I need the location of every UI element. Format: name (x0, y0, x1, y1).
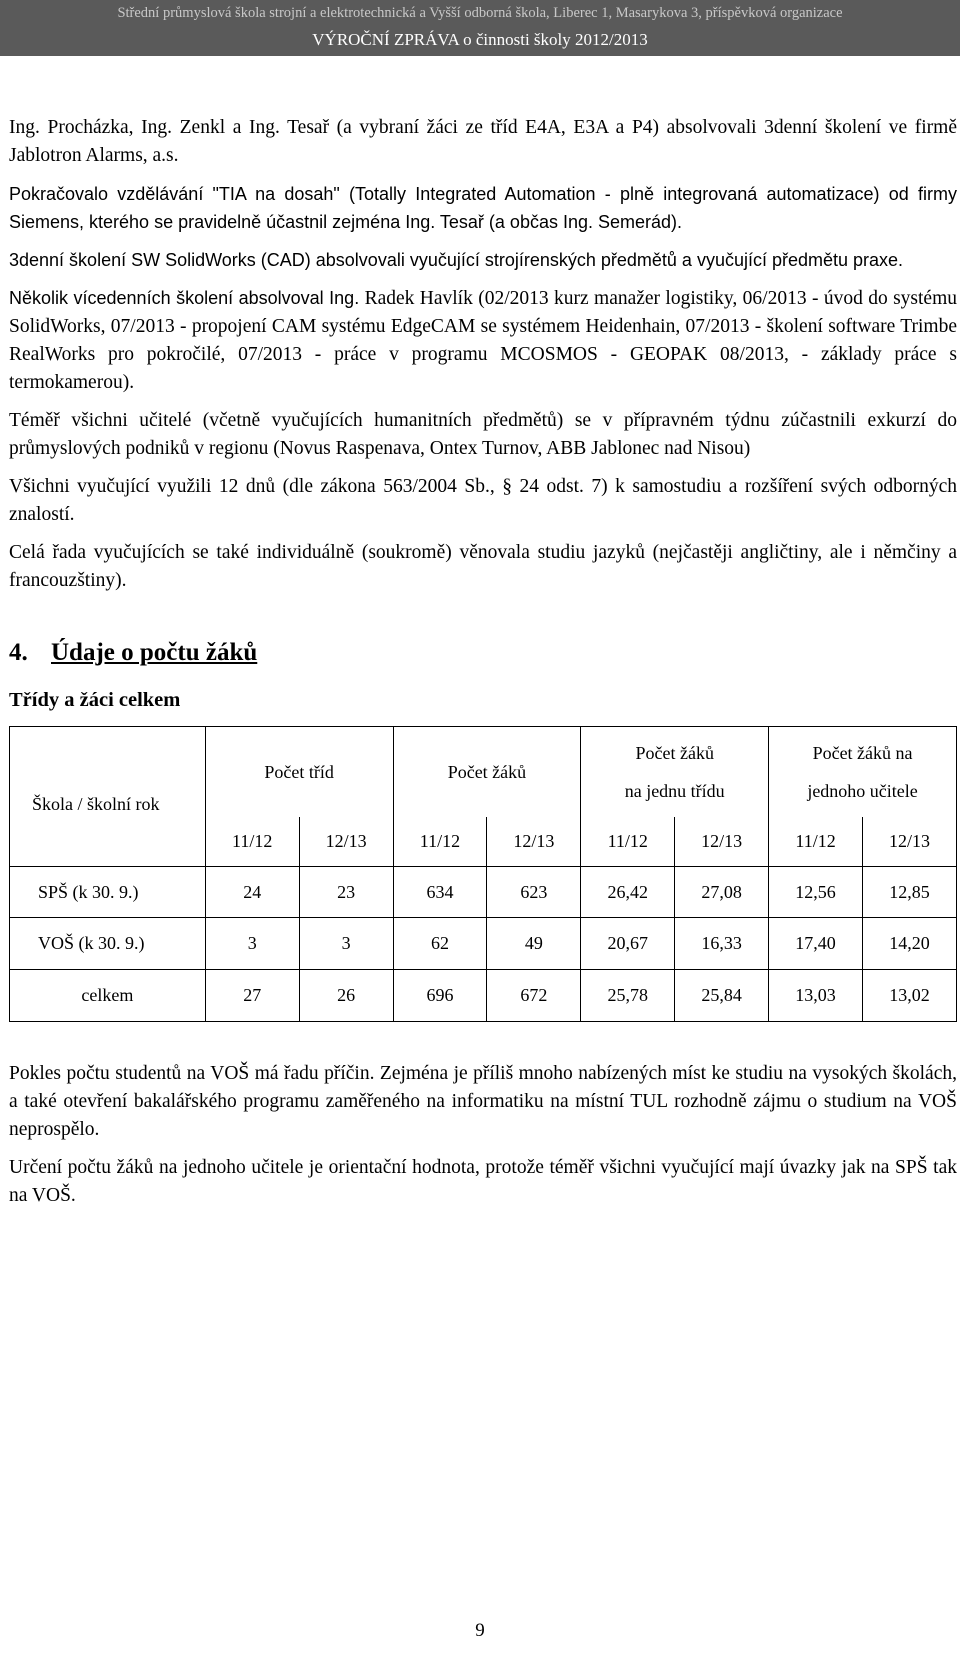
table-cell: 26,42 (581, 867, 675, 918)
year-header: 11/12 (769, 817, 863, 867)
year-header: 12/13 (487, 817, 581, 867)
paragraph-languages: Celá řada vyučujících se také individuálně (soukromě) věnovala studiu jazyků (nejčastěji angličtiny, ale i němčiny a francouzštiny). (9, 542, 957, 591)
table-cell: 23 (299, 867, 393, 918)
paragraph-havlik-intro: Několik vícedenních školení absolvoval Ing. (9, 288, 360, 308)
group-header-line: jednoho učitele (807, 780, 918, 801)
students-table (9, 726, 957, 1022)
paragraph-jablotron: Ing. Procházka, Ing. Zenkl a Ing. Tesař (a vybraní žáci ze tříd E4A, E3A a P4) absolvovali 3denní školení ve firmě Jablotron Alarms, a.s. (9, 117, 957, 166)
paragraph-havlik-body: Radek Havlík (02/2013 kurz manažer logistiky, 06/2013 - úvod do systému SolidWorks, 07/2013 - propojení CAM systému EdgeCAM se systémem Heidenhain, 07/2013 - školení software Trimbe RealWorks pro pokročilé, 07/2013 - práce v programu MCOSMOS - GEOPAK 08/2013, - základy práce s termokamerou). (9, 288, 957, 393)
section-number: 4. (9, 639, 28, 666)
table-row (10, 867, 957, 918)
row-label: SPŠ (k 30. 9.) (10, 867, 206, 918)
table-corner-spacer (10, 817, 206, 867)
table-cell: 49 (487, 918, 581, 970)
table-row (10, 970, 957, 1022)
table-cell: 62 (393, 918, 487, 970)
table-cell: 13,02 (862, 970, 956, 1022)
group-header-line: Počet žáků (447, 761, 527, 782)
group-header-line: Počet žáků (635, 742, 714, 763)
paragraph-ratio-note: Určení počtu žáků na jednoho učitele je orientační hodnota, protože téměř všichni vyučující mají úvazky jak na SPŠ tak na VOŠ. (9, 1157, 957, 1206)
table-cell: 17,40 (769, 918, 863, 970)
paragraph-havlik (9, 284, 957, 397)
paragraph-self-study: Všichni vyučující využili 12 dnů (dle zákona 563/2004 Sb., § 24 odst. 7) k samostudiu a rozšíření svých odborných znalostí. (9, 476, 957, 525)
table-cell: 12,85 (862, 867, 956, 918)
table-row (10, 918, 957, 970)
group-header-line: na jednu třídu (624, 780, 725, 801)
paragraph-solidworks: 3denní školení SW SolidWorks (CAD) absolvovali vyučující strojírenských předmětů a vyučující předmětu praxe. (9, 250, 904, 270)
table-cell: 13,03 (769, 970, 863, 1022)
table-cell: 25,78 (581, 970, 675, 1022)
table-corner-label: Škola / školní rok (10, 727, 206, 817)
table-cell: 623 (487, 867, 581, 918)
table-cell: 27 (205, 970, 299, 1022)
table-cell: 12,56 (769, 867, 863, 918)
year-header: 12/13 (299, 817, 393, 867)
year-header: 12/13 (675, 817, 769, 867)
row-label: VOŠ (k 30. 9.) (10, 918, 206, 970)
header-report-title: VÝROČNÍ ZPRÁVA o činnosti školy 2012/2013 (312, 30, 648, 49)
table-cell: 14,20 (862, 918, 956, 970)
table-cell: 20,67 (581, 918, 675, 970)
section-heading (9, 639, 957, 667)
table-cell: 634 (393, 867, 487, 918)
table-cell: 3 (299, 918, 393, 970)
header-school-name: Střední průmyslová škola strojní a elektrotechnická a Vyšší odborná škola, Liberec 1, Masarykova 3, příspěvková organizace (117, 5, 843, 21)
paragraph-siemens: Pokračovalo vzdělávání "TIA na dosah" (Totally Integrated Automation - plně integrovaná automatizace) od firmy Siemens, kterého se pravidelně účastnil zejména Ing. Tesař (a občas Ing. Semerád). (9, 184, 957, 232)
year-header: 12/13 (862, 817, 956, 867)
table-group-header (769, 727, 957, 817)
page-number: 9 (475, 1620, 485, 1641)
table-group-header (393, 727, 581, 817)
table-cell: 25,84 (675, 970, 769, 1022)
table-cell: 696 (393, 970, 487, 1022)
table-cell: 27,08 (675, 867, 769, 918)
group-header-line: Počet žáků na (812, 742, 913, 763)
year-header: 11/12 (581, 817, 675, 867)
paragraph-decline: Pokles počtu studentů na VOŠ má řadu příčin. Zejména je příliš mnoho nabízených míst ke studiu na vysokých školách, a také otevření bakalářského programu zaměřeného na informatiku na místní TUL rozhodně zájmu o studium na VOŠ neprospělo. (9, 1063, 957, 1140)
table-cell: 26 (299, 970, 393, 1022)
group-header-line: Počet tříd (264, 761, 334, 782)
table-group-header (205, 727, 393, 817)
row-label: celkem (10, 970, 206, 1022)
table-cell: 16,33 (675, 918, 769, 970)
paragraph-excursions: Téměř všichni učitelé (včetně vyučujících humanitních předmětů) se v přípravném týdnu zúčastnili exkurzí do průmyslových podniků v regionu (Novus Raspenava, Ontex Turnov, ABB Jablonec nad Nisou) (9, 410, 957, 459)
year-header: 11/12 (393, 817, 487, 867)
table-cell: 3 (205, 918, 299, 970)
section-title: Údaje o počtu žáků (51, 639, 258, 666)
page-header (0, 0, 960, 56)
page-content (9, 114, 957, 1220)
table-group-header (581, 727, 769, 817)
subsection-heading: Třídy a žáci celkem (9, 689, 181, 711)
table-cell: 672 (487, 970, 581, 1022)
table-cell: 24 (205, 867, 299, 918)
year-header: 11/12 (205, 817, 299, 867)
